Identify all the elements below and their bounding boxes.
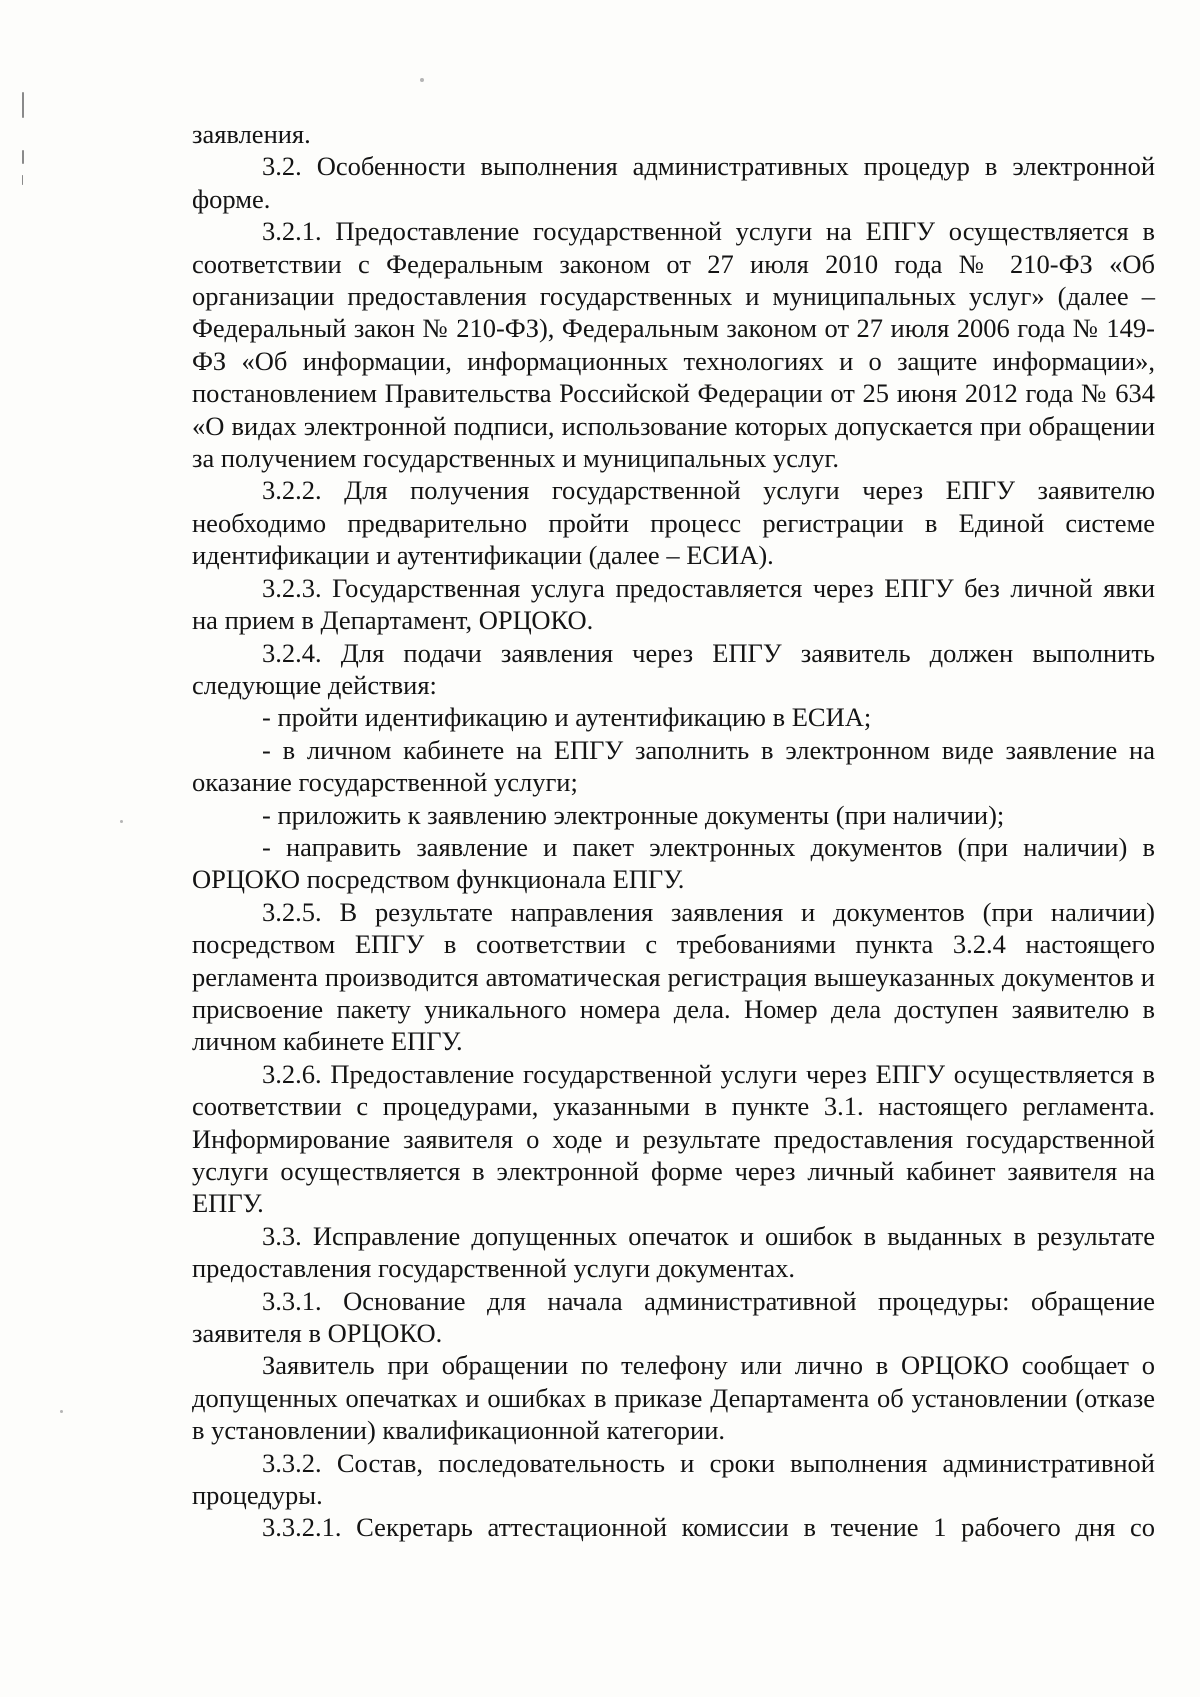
paragraph-applicant-report: Заявитель при обращении по телефону или лично в ОРЦОКО сообщает о допущенных опечатках и ошибках в приказе Департамента об установлении (отказе в установлении) квалификационной категории. (192, 1350, 1155, 1446)
section-heading-3-3: 3.3. Исправление допущенных опечаток и ошибок в выданных в результате предоставления государственной услуги документах. (192, 1220, 1155, 1284)
scan-artifact (22, 150, 24, 164)
list-item: - приложить к заявлению электронные документы (при наличии); (262, 799, 1005, 830)
scan-artifact (420, 78, 424, 82)
paragraph-3-3-2-1: 3.3.2.1. Секретарь аттестационной комиссии в течение 1 рабочего дня со (262, 1512, 1155, 1543)
paragraph-3-3-2: 3.3.2. Состав, последовательность и сроки выполнения административной процедуры. (192, 1447, 1155, 1511)
scan-artifact (22, 175, 23, 185)
paragraph-3-3-1: 3.3.1. Основание для начала административной процедуры: обращение заявителя в ОРЦОКО. (192, 1285, 1155, 1349)
paragraph-3-2-3: 3.2.3. Государственная услуга предоставляется через ЕПГУ без личной явки на прием в Департамент, ОРЦОКО. (192, 572, 1155, 636)
section-heading-3-2: 3.2. Особенности выполнения административных процедур в электронной форме. (192, 151, 1155, 214)
paragraph-fragment: заявления. (192, 119, 311, 149)
scan-artifact (120, 820, 123, 823)
list-item: - пройти идентификацию и аутентификацию в ЕСИА; (262, 702, 872, 733)
paragraph-3-2-6: 3.2.6. Предоставление государственной услуги через ЕПГУ осуществляется в соответствии с процедурами, указанными в пункте 3.1. настоящего регламента. Информирование заявителя о ходе и результате предоставления государственной услуги осуществляется в электронной форме через личный кабинет заявителя на ЕПГУ. (192, 1058, 1155, 1219)
paragraph-3-2-1: 3.2.1. Предоставление государственной услуги на ЕПГУ осуществляется в соответствии с Федеральным законом от 27 июля 2010 года № 210-ФЗ «Об организации предоставления государственных и муниципальных услуг» (далее – Федеральный закон № 210-ФЗ), Федеральным законом от 27 июля 2006 года № 149-ФЗ «Об информации, информационных технологиях и о защите информации», постановлением Правительства Российской Федерации от 25 июня 2012 года № 634 «О видах электронной подписи, использование которых допускается при обращении за получением государственных и муниципальных услуг. (192, 216, 1155, 474)
list-item: - направить заявление и пакет электронных документов (при наличии) в ОРЦОКО посредством функционала ЕПГУ. (192, 831, 1155, 895)
scan-artifact (60, 1410, 63, 1413)
scan-artifact (22, 92, 24, 118)
paragraph-3-2-4: 3.2.4. Для подачи заявления через ЕПГУ заявитель должен выполнить следующие действия: (192, 637, 1155, 700)
list-item: - в личном кабинете на ЕПГУ заполнить в электронном виде заявление на оказание государственной услуги; (192, 734, 1155, 798)
paragraph-3-2-5: 3.2.5. В результате направления заявления и документов (при наличии) посредством ЕПГУ в соответствии с требованиями пункта 3.2.4 настоящего регламента производится автоматическая регистрация вышеуказанных документов и присвоение пакету уникального номера дела. Номер дела доступен заявителю в личном кабинете ЕПГУ. (192, 896, 1155, 1057)
paragraph-3-2-2: 3.2.2. Для получения государственной услуги через ЕПГУ заявителю необходимо предварительно пройти процесс регистрации в Единой системе идентификации и аутентификации (далее – ЕСИА). (192, 475, 1155, 571)
document-body (192, 118, 1155, 1544)
